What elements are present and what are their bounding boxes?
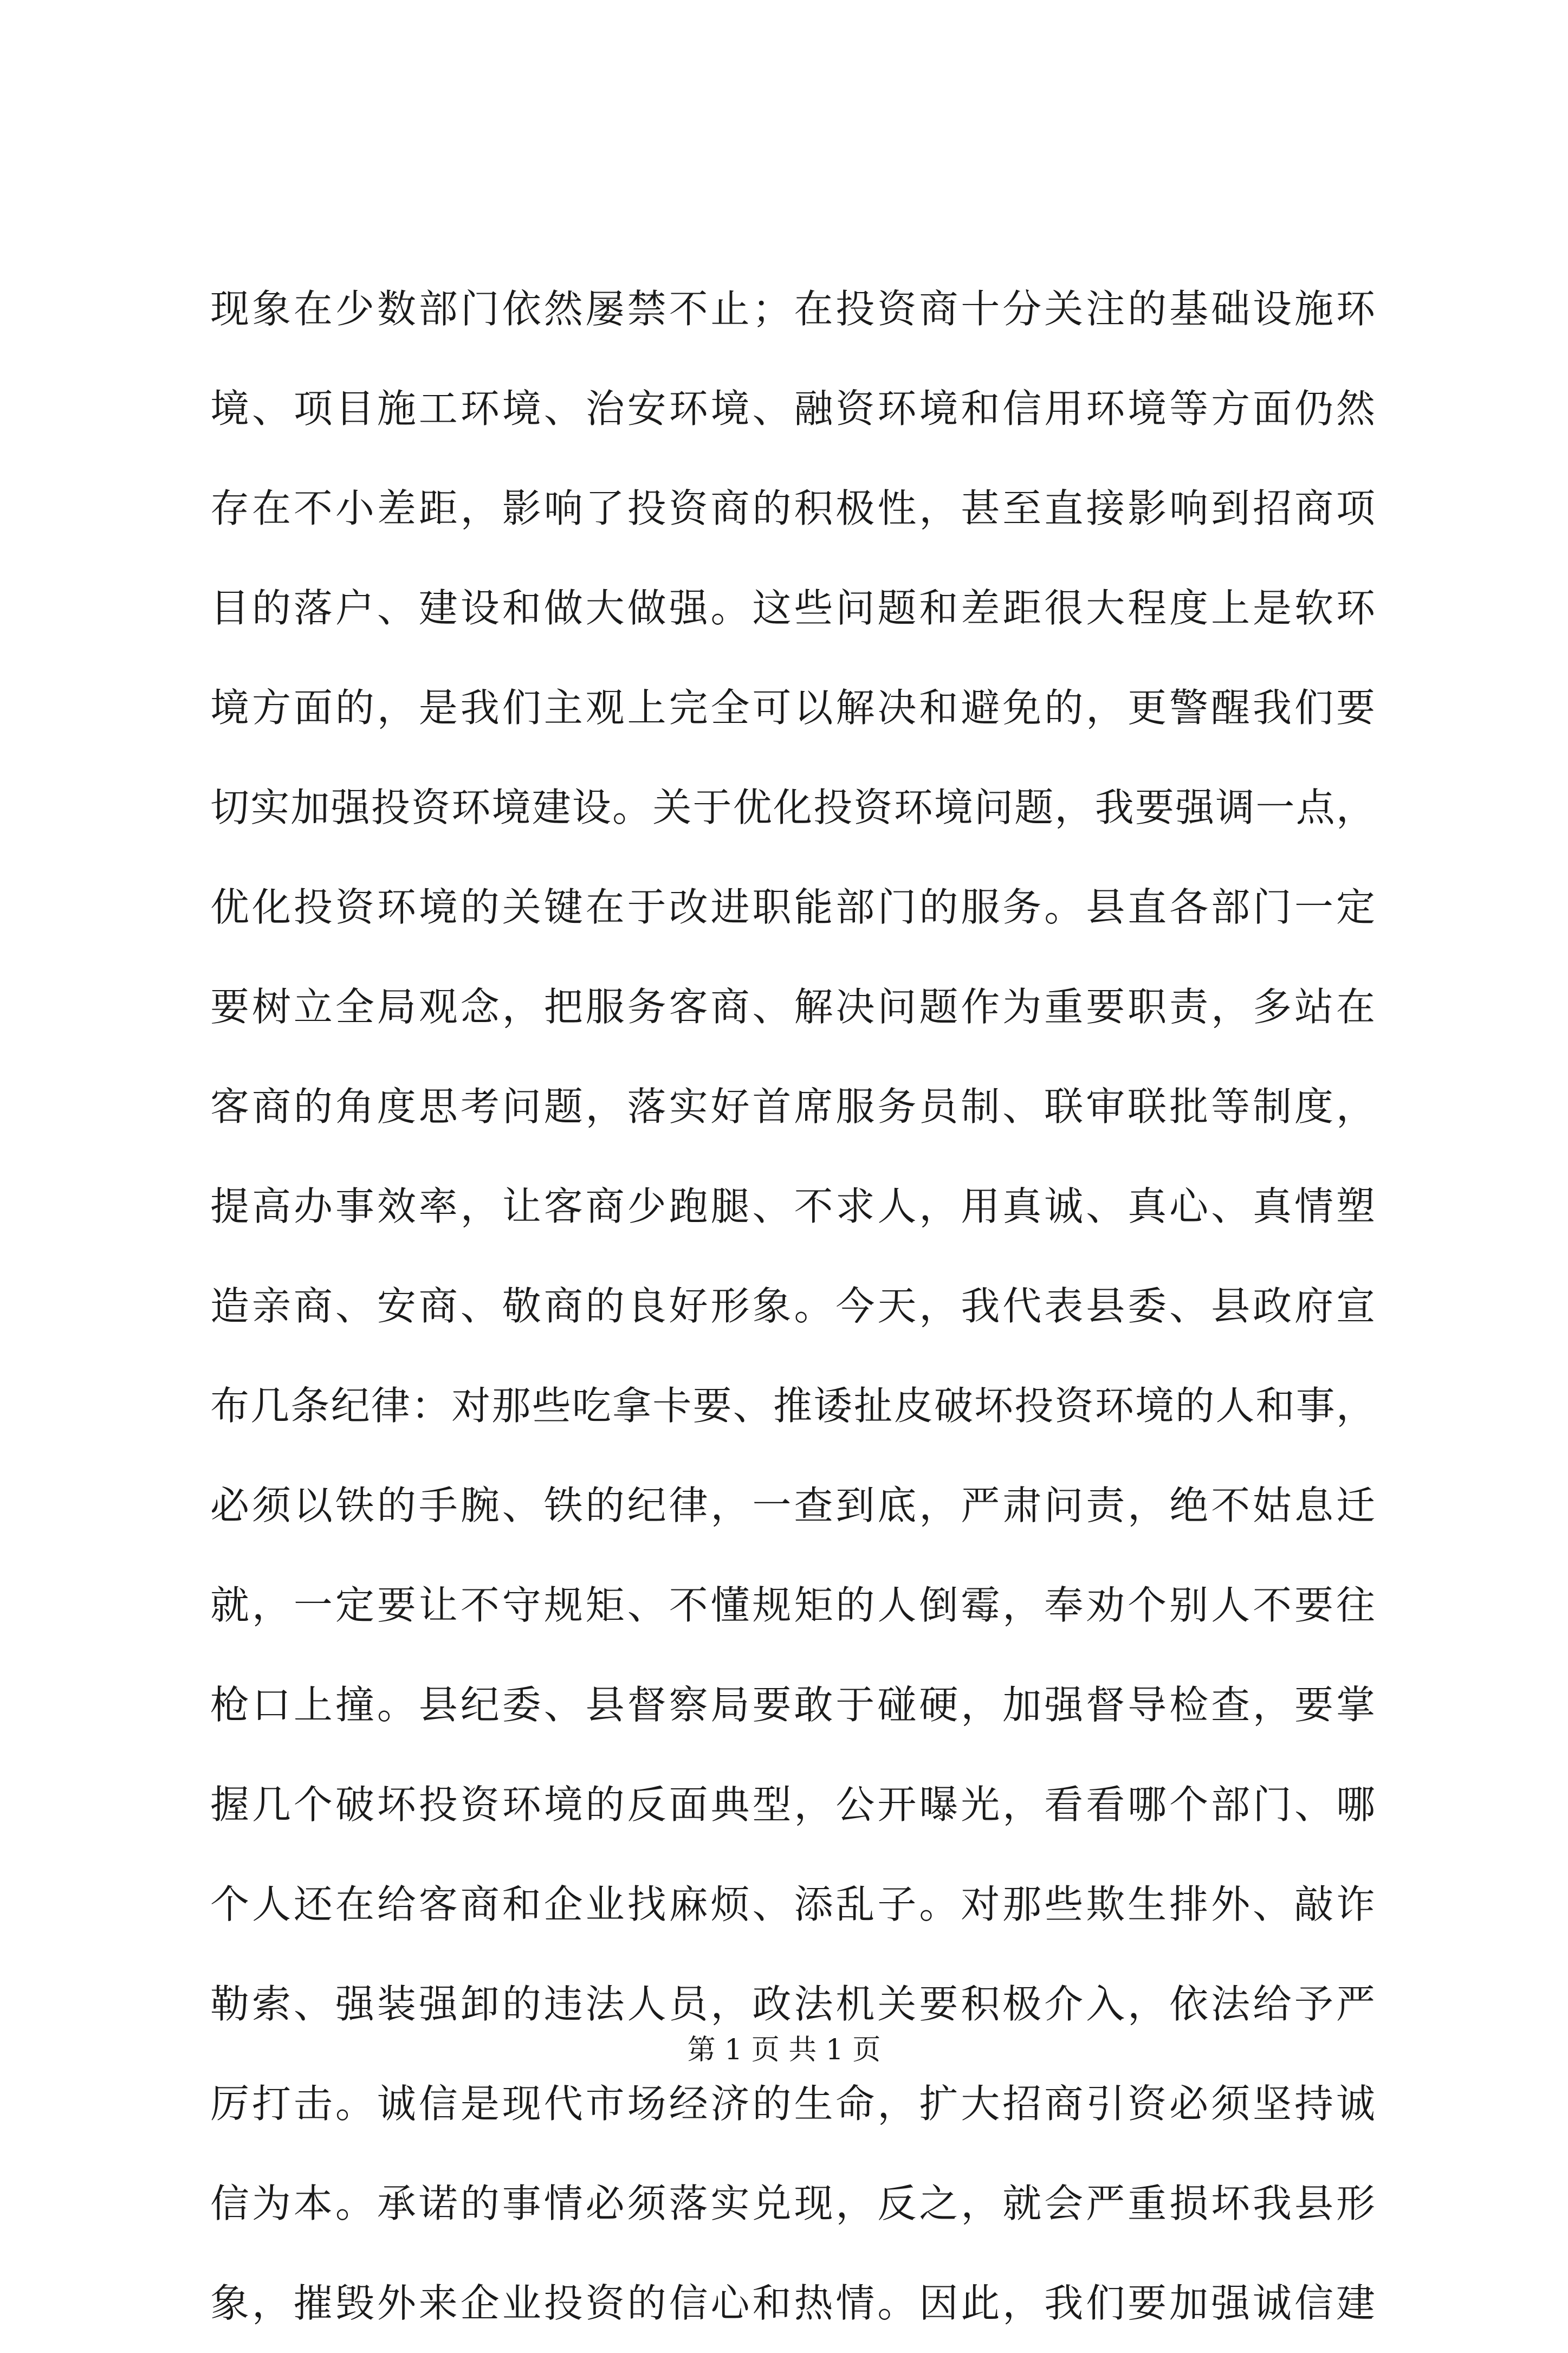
text-line: 信为本。承诺的事情必须落实兑现，反之，就会严重损坏我县形: [210, 2181, 1375, 2226]
text-line: 要树立全局观念，把服务客商、解决问题作为重要职责，多站在: [210, 984, 1375, 1030]
text-line: 境方面的，是我们主观上完全可以解决和避免的，更警醒我们要: [210, 685, 1375, 731]
text-line: 提高办事效率，让客商少跑腿、不求人，用真诚、真心、真情塑: [210, 1184, 1375, 1229]
page-number-label: 第 1 页 共 1 页: [687, 2034, 881, 2066]
text-line: 布几条纪律：对那些吃拿卡要、推诿扯皮破坏投资环境的人和事，: [210, 1383, 1375, 1428]
text-line: 客商的角度思考问题，落实好首席服务员制、联审联批等制度，: [210, 1084, 1375, 1129]
text-line: 优化投资环境的关键在于改进职能部门的服务。县直各部门一定: [210, 884, 1375, 930]
text-line: 象，摧毁外来企业投资的信心和热情。因此，我们要加强诚信建: [210, 2280, 1375, 2326]
text-line: 厉打击。诚信是现代市场经济的生命，扩大招商引资必须坚持诚: [210, 2081, 1375, 2126]
text-line: 造亲商、安商、敬商的良好形象。今天，我代表县委、县政府宣: [210, 1283, 1375, 1329]
text-line: 个人还在给客商和企业找麻烦、添乱子。对那些欺生排外、敲诈: [210, 1882, 1375, 1927]
page-footer: [0, 2031, 1568, 2069]
text-line: 目的落户、建设和做大做强。这些问题和差距很大程度上是软环: [210, 585, 1375, 631]
text-line: 切实加强投资环境建设。关于优化投资环境问题，我要强调一点，: [210, 785, 1375, 830]
text-line: 必须以铁的手腕、铁的纪律，一查到底，严肃问责，绝不姑息迁: [210, 1483, 1375, 1528]
text-line: 枪口上撞。县纪委、县督察局要敢于碰硬，加强督导检查，要掌: [210, 1682, 1375, 1728]
text-line: 勒索、强装强卸的违法人员，政法机关要积极介入，依法给予严: [210, 1981, 1375, 2027]
text-line: 就，一定要让不守规矩、不懂规矩的人倒霉，奉劝个别人不要往: [210, 1582, 1375, 1628]
text-line: 握几个破坏投资环境的反面典型，公开曝光，看看哪个部门、哪: [210, 1782, 1375, 1827]
text-line: 现象在少数部门依然屡禁不止；在投资商十分关注的基础设施环: [210, 286, 1375, 332]
text-line: 存在不小差距，影响了投资商的积极性，甚至直接影响到招商项: [210, 486, 1375, 531]
text-line: 境、项目施工环境、治安环境、融资环境和信用环境等方面仍然: [210, 386, 1375, 431]
